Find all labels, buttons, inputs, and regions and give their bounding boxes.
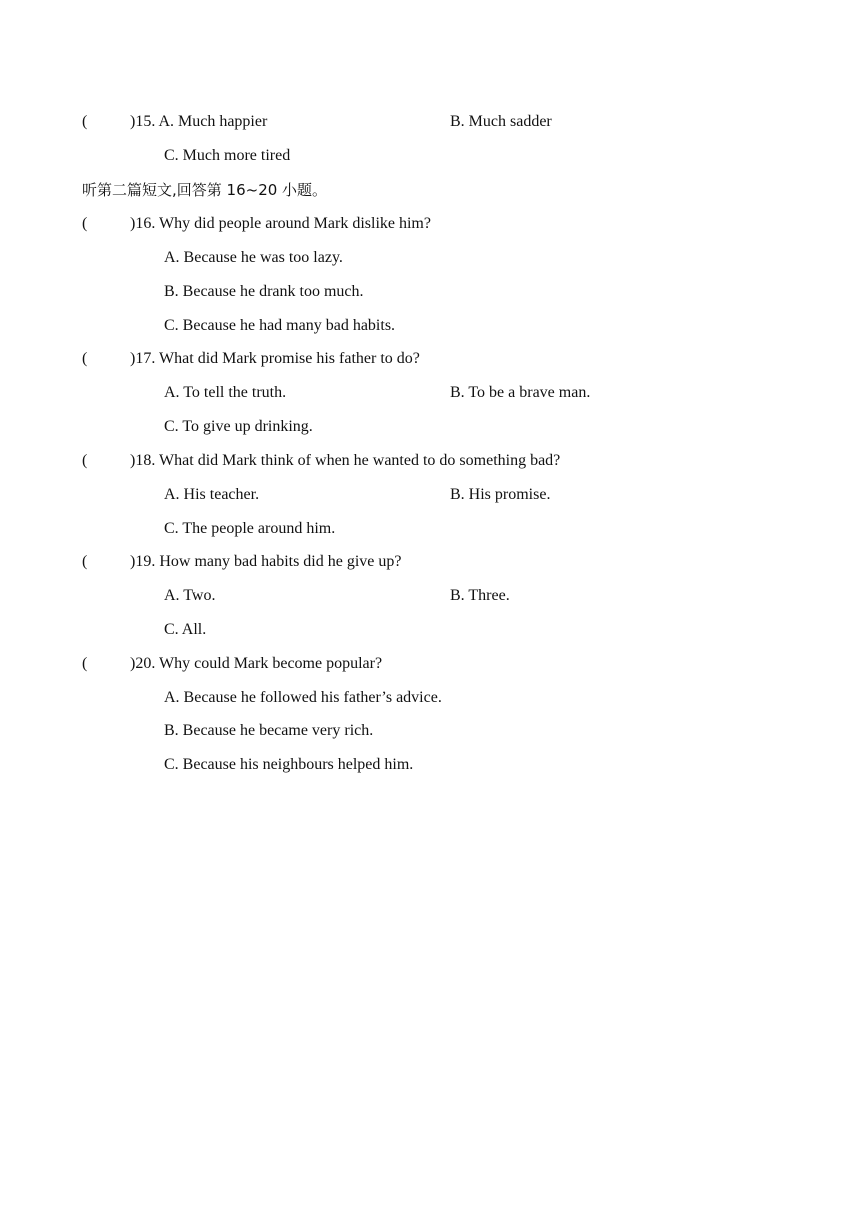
option-b: B. To be a brave man. xyxy=(450,384,591,401)
option-b: B. Much sadder xyxy=(450,113,552,130)
question-text: )17. What did Mark promise his father to do? xyxy=(130,350,420,367)
option-c: C. To give up drinking. xyxy=(164,418,313,435)
question-text: )20. Why could Mark become popular? xyxy=(130,655,383,672)
question-text: )15. A. Much happier xyxy=(130,113,268,130)
option-c: C. Much more tired xyxy=(164,147,291,164)
option-a: A. Two. xyxy=(164,587,216,604)
option-b: B. Three. xyxy=(450,587,510,604)
option-c: C. Because he had many bad habits. xyxy=(164,317,396,334)
question-text: )19. How many bad habits did he give up? xyxy=(130,553,402,570)
option-b: B. Because he drank too much. xyxy=(164,283,364,300)
answer-paren: ( xyxy=(82,655,88,672)
answer-paren: ( xyxy=(82,350,88,367)
option-c: C. The people around him. xyxy=(164,520,336,537)
option-a: A. Because he followed his father’s advice. xyxy=(164,689,442,706)
option-c: C. Because his neighbours helped him. xyxy=(164,756,414,773)
answer-paren: ( xyxy=(82,113,88,130)
option-a: A. His teacher. xyxy=(164,486,260,503)
option-b: B. Because he became very rich. xyxy=(164,722,374,739)
answer-paren: ( xyxy=(82,215,88,232)
question-text: )16. Why did people around Mark dislike him? xyxy=(130,215,431,232)
answer-paren: ( xyxy=(82,452,88,469)
option-a: A. Because he was too lazy. xyxy=(164,249,343,266)
option-b: B. His promise. xyxy=(450,486,551,503)
section-heading: 听第二篇短文,回答第 16~20 小题。 xyxy=(82,181,328,199)
option-a: A. To tell the truth. xyxy=(164,384,287,401)
option-c: C. All. xyxy=(164,621,207,638)
answer-paren: ( xyxy=(82,553,88,570)
question-text: )18. What did Mark think of when he wanted to do something bad? xyxy=(130,452,561,469)
